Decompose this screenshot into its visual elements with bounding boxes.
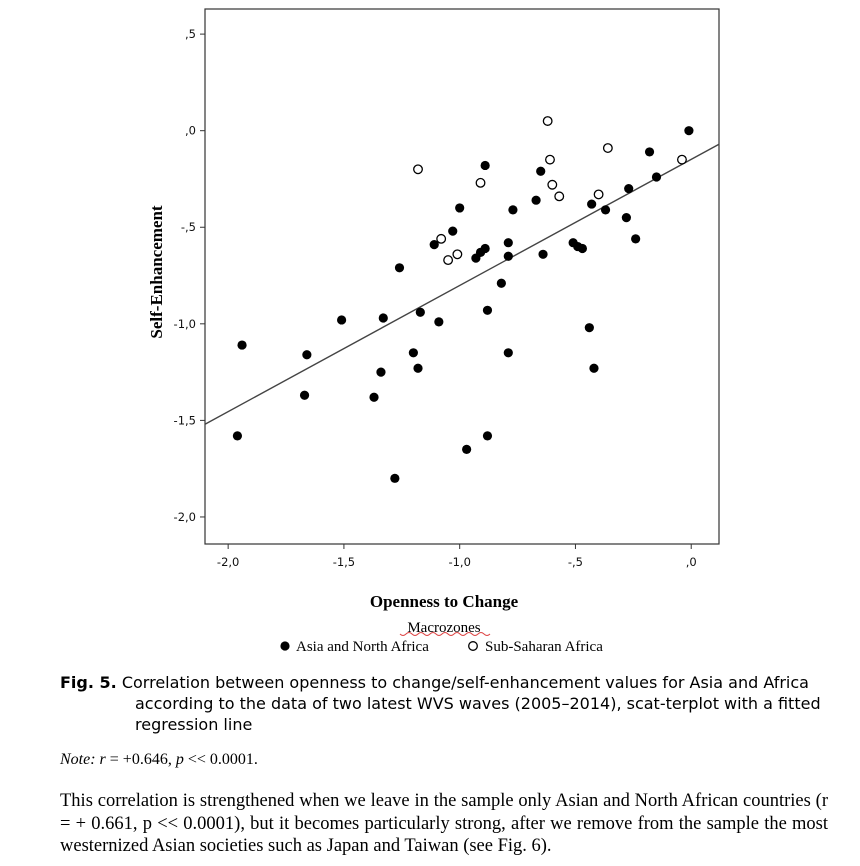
figure-label: Fig. 5. <box>60 673 117 692</box>
data-point-asia-north-africa <box>508 205 517 214</box>
data-point-asia-north-africa <box>390 474 399 483</box>
data-point-asia-north-africa <box>578 244 587 253</box>
legend-label-ssa: Sub-Saharan Africa <box>485 639 603 655</box>
data-point-asia-north-africa <box>504 238 513 247</box>
data-point-asia-north-africa <box>300 391 309 400</box>
figure-caption-text: Correlation between openness to change/self-enhancement values for Asia and Africa according to the data of two latest WVS waves (2005–2014), scat-terplot with a fitted regression line <box>121 673 821 734</box>
data-point-sub-saharan-africa <box>543 117 552 126</box>
data-point-asia-north-africa <box>684 126 693 135</box>
data-point-asia-north-africa <box>409 348 418 357</box>
legend-marker-open <box>469 642 478 651</box>
y-axis <box>174 27 205 524</box>
legend-title: Macrozones <box>407 620 481 636</box>
x-tick-label: -1,0 <box>448 555 471 569</box>
x-axis-title: Openness to Change <box>369 592 519 611</box>
data-point-asia-north-africa <box>497 279 506 288</box>
y-tick-label: -2,0 <box>173 509 196 524</box>
data-point-asia-north-africa <box>481 244 490 253</box>
data-point-asia-north-africa <box>376 368 385 377</box>
note <box>60 751 830 769</box>
data-point-asia-north-africa <box>531 196 540 205</box>
legend <box>280 620 603 655</box>
y-tick-label: -1,5 <box>173 413 196 428</box>
data-point-asia-north-africa <box>434 317 443 326</box>
data-point-asia-north-africa <box>448 227 457 236</box>
data-point-sub-saharan-africa <box>678 155 687 164</box>
data-point-asia-north-africa <box>585 323 594 332</box>
data-point-asia-north-africa <box>652 172 661 181</box>
body-paragraph: This correlation is strengthened when we leave in the sample only Asian and North African countries (r = + 0.661, p << 0.0001), but it becomes particularly strong, after we remove from the sample the most westernized Asian societies such as Japan and Taiwan (see Fig. 6). <box>60 791 828 856</box>
y-tick-label: ,5 <box>185 27 196 42</box>
data-point-asia-north-africa <box>645 147 654 156</box>
data-point-asia-north-africa <box>631 234 640 243</box>
data-point-asia-north-africa <box>622 213 631 222</box>
data-point-asia-north-africa <box>237 340 246 349</box>
y-tick-label: ,0 <box>185 123 196 138</box>
x-axis <box>217 544 697 569</box>
legend-label-asia: Asia and North Africa <box>296 639 429 655</box>
x-tick-label: -,5 <box>567 555 584 569</box>
data-point-asia-north-africa <box>337 315 346 324</box>
y-tick-label: -1,0 <box>173 316 196 331</box>
data-point-sub-saharan-africa <box>444 256 453 265</box>
data-point-sub-saharan-africa <box>548 180 557 189</box>
data-point-asia-north-africa <box>538 250 547 259</box>
data-point-asia-north-africa <box>302 350 311 359</box>
data-point-asia-north-africa <box>395 263 404 272</box>
data-point-asia-north-africa <box>455 203 464 212</box>
note-p-value: << 0.0001. <box>183 751 258 768</box>
x-tick-label: -1,5 <box>332 555 356 569</box>
data-point-sub-saharan-africa <box>437 235 446 244</box>
data-point-asia-north-africa <box>483 306 492 315</box>
data-point-sub-saharan-africa <box>555 192 564 201</box>
note-prefix: Note: <box>60 751 96 768</box>
data-point-sub-saharan-africa <box>604 144 613 153</box>
data-point-asia-north-africa <box>624 184 633 193</box>
data-point-asia-north-africa <box>233 431 242 440</box>
data-point-asia-north-africa <box>369 393 378 402</box>
x-tick-label: -2,0 <box>216 555 240 569</box>
data-point-sub-saharan-africa <box>476 179 485 188</box>
y-axis-title: Self-Enhancement <box>147 205 166 339</box>
data-point-sub-saharan-africa <box>594 190 603 199</box>
data-point-asia-north-africa <box>481 161 490 170</box>
x-tick-label: ,0 <box>685 555 697 569</box>
note-r-value: = +0.646, <box>105 751 176 768</box>
data-point-asia-north-africa <box>416 308 425 317</box>
data-point-sub-saharan-africa <box>414 165 423 174</box>
data-point-asia-north-africa <box>504 348 513 357</box>
note-p-symbol: p <box>175 751 184 768</box>
data-point-sub-saharan-africa <box>453 250 462 259</box>
data-point-asia-north-africa <box>462 445 471 454</box>
data-point-asia-north-africa <box>587 199 596 208</box>
figure-caption <box>60 672 830 735</box>
data-point-asia-north-africa <box>589 364 598 373</box>
data-point-asia-north-africa <box>379 313 388 322</box>
data-point-asia-north-africa <box>536 167 545 176</box>
note-r-symbol: r <box>99 751 106 768</box>
y-tick-label: -,5 <box>180 220 196 235</box>
plot-frame <box>205 9 719 544</box>
data-point-asia-north-africa <box>601 205 610 214</box>
data-point-sub-saharan-africa <box>546 155 555 164</box>
data-point-asia-north-africa <box>483 431 492 440</box>
data-point-asia-north-africa <box>504 252 513 261</box>
legend-marker-filled <box>280 641 289 650</box>
data-point-asia-north-africa <box>413 364 422 373</box>
